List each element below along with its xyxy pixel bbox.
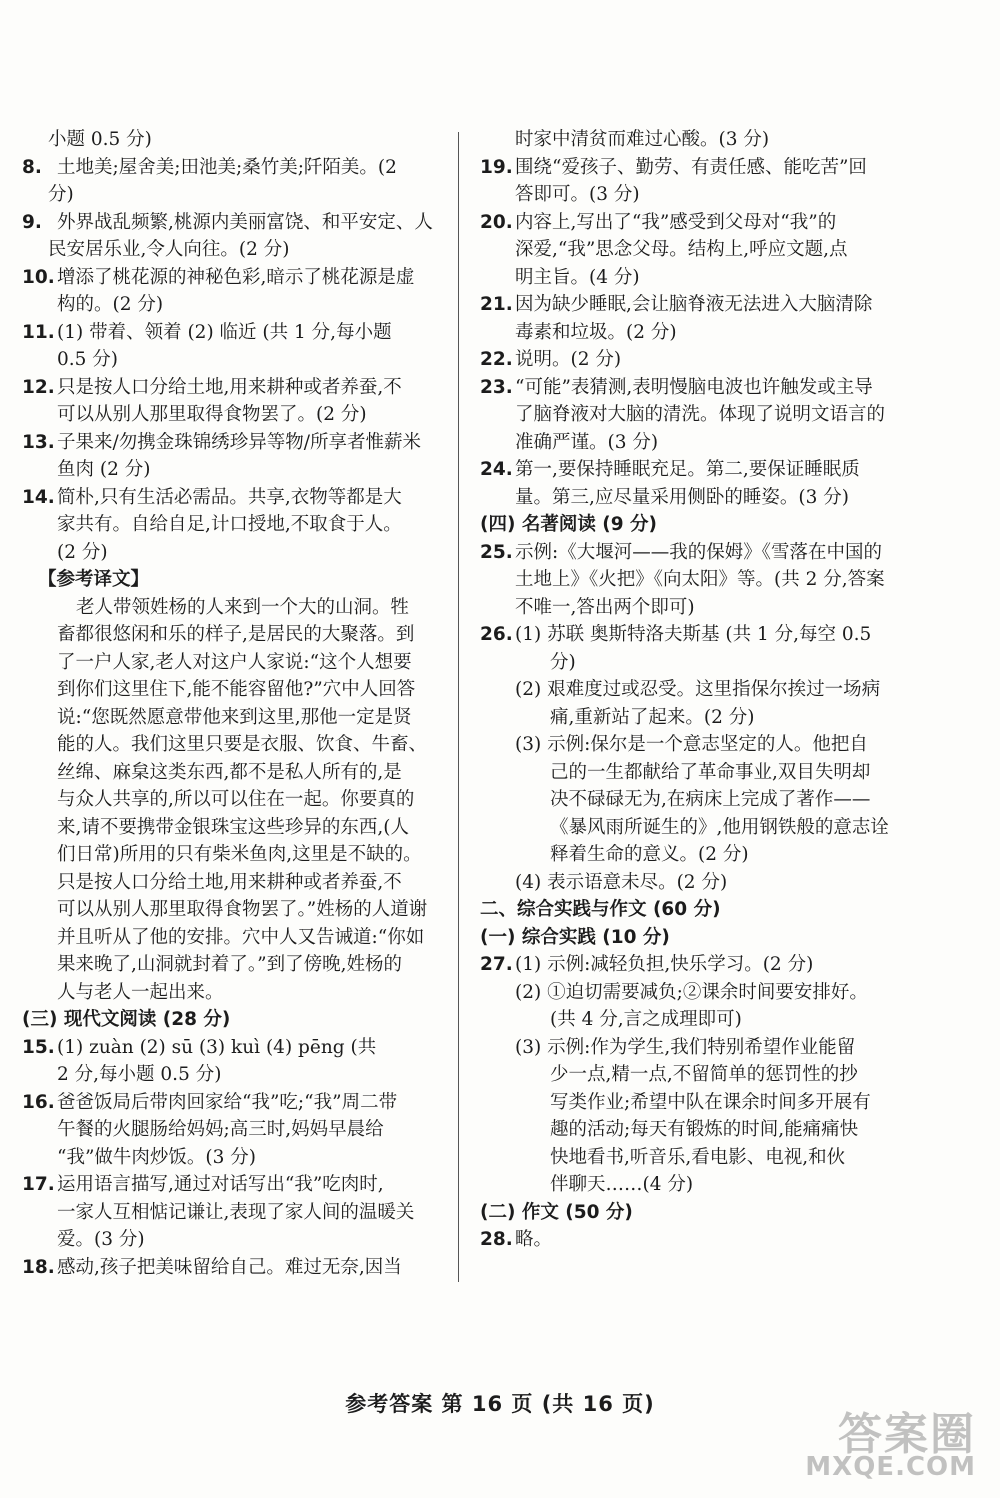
answer-text: 简朴,只有生活必需品。共享,衣物等都是大 [57, 486, 402, 508]
answer-text: 2 分,每小题 0.5 分) [57, 1064, 222, 1085]
answer-text: (3) 示例:保尔是一个意志坚定的人。他把自 [515, 734, 868, 755]
answer-line [22, 704, 440, 732]
question-number: 12. [22, 376, 55, 398]
answer-line [480, 814, 898, 842]
section-heading: (一) 综合实践 (10 分) [480, 926, 670, 948]
answer-text: 土地上》《火把》《向太阳》等。(共 2 分,答案 [515, 569, 885, 590]
question-number: 24. [480, 459, 513, 480]
answer-line [480, 1006, 898, 1034]
question-number: 8. [22, 156, 42, 178]
answer-text: 只是按人口分给土地,用来耕种或者养蚕,不 [57, 871, 402, 893]
answer-text: 分) [48, 184, 74, 205]
answer-line [22, 1089, 440, 1117]
answer-line [480, 676, 898, 704]
answer-line [22, 869, 440, 897]
answer-text: 爸爸饭局后带肉回家给“我”吃;“我”周二带 [57, 1091, 398, 1113]
answer-line [480, 456, 898, 484]
question-number: 26. [480, 624, 513, 645]
answer-text: 感动,孩子把美味留给自己。难过无奈,因当 [57, 1256, 402, 1278]
answer-text: 0.5 分) [57, 349, 119, 370]
answer-text: 略。 [515, 1229, 553, 1250]
question-number: 14. [22, 486, 55, 508]
answer-text: “可能”表猜测,表明慢脑电波也许触发或主导 [515, 376, 873, 398]
answer-line [480, 1089, 898, 1117]
page-footer: 参考答案 第 16 页 (共 16 页) [345, 1392, 655, 1416]
answer-line [480, 896, 898, 924]
answer-text: 民安居乐业,令人向往。(2 分) [48, 239, 290, 260]
answer-line [480, 511, 898, 539]
answer-line [22, 456, 440, 484]
answer-line [480, 1061, 898, 1089]
answer-line [480, 649, 898, 677]
answer-line [22, 511, 440, 539]
answer-text: 并且听从了他的安排。穴中人又告诫道:“你如 [57, 926, 425, 948]
answer-line [22, 374, 440, 402]
answer-line [22, 1006, 440, 1034]
answer-line [22, 1061, 440, 1089]
question-number: 13. [22, 431, 55, 453]
right-column [480, 126, 898, 1254]
section-heading: 二、综合实践与作文 (60 分) [480, 899, 721, 920]
question-number: 27. [480, 954, 513, 975]
answer-text: 趣的活动;每天有锻炼的时间,能痛痛快 [550, 1119, 859, 1140]
question-number: 16. [22, 1091, 55, 1113]
answer-line [480, 319, 898, 347]
answer-text: (1) 带着、领着 (2) 临近 (共 1 分,每小题 [57, 321, 392, 343]
watermark-text-bottom: MXQE.COM [805, 1452, 976, 1482]
answer-line [22, 209, 440, 237]
answer-text: 可以从别人那里取得食物罢了。(2 分) [57, 404, 367, 425]
question-number: 22. [480, 349, 513, 370]
answer-line [22, 264, 440, 292]
answer-text: 果来晚了,山洞就封着了。”到了傍晚,姓杨的 [57, 954, 402, 975]
answer-line [480, 1226, 898, 1254]
question-number: 18. [22, 1256, 55, 1278]
answer-text: 一家人互相惦记谦让,表现了家人间的温暖关 [57, 1201, 415, 1223]
answer-text: 围绕“爱孩子、勤劳、有责任感、能吃苦”回 [515, 156, 867, 178]
answer-text: (2) ①迫切需要减负;②课余时间要安排好。 [515, 981, 868, 1003]
answer-text: 增添了桃花源的神秘色彩,暗示了桃花源是虚 [57, 266, 415, 288]
answer-line [22, 649, 440, 677]
answer-line [480, 126, 898, 154]
answer-text: 与众人共享的,所以可以住在一起。你要真的 [57, 789, 415, 810]
answer-text: 量。第三,应尽量采用侧卧的睡姿。(3 分) [515, 486, 849, 508]
answer-line [22, 126, 440, 154]
answer-text: 少一点,精一点,不留简单的惩罚性的抄 [550, 1064, 858, 1085]
answer-line [480, 979, 898, 1007]
answer-text: (2) 艰难度过或忍受。这里指保尔挨过一场病 [515, 679, 881, 700]
answer-line [22, 621, 440, 649]
answer-line [22, 1034, 440, 1062]
answer-line [22, 979, 440, 1007]
answer-line [22, 319, 440, 347]
answer-text: 来,请不要携带金银珠宝这些珍异的东西,(人 [57, 816, 409, 838]
answer-text: 家共有。自给自足,计口授地,不取食于人。 [57, 514, 402, 535]
answer-text: 午餐的火腿肠给妈妈;高三时,妈妈早晨给 [57, 1119, 384, 1140]
answer-text: (1) 示例:减轻负担,快乐学习。(2 分) [515, 954, 814, 975]
answer-text: 痛,重新站了起来。(2 分) [550, 706, 755, 728]
answer-text: 第一,要保持睡眠充足。第二,要保证睡眠质 [515, 459, 860, 480]
watermark-logo [794, 1398, 984, 1488]
answer-text: “我”做牛肉炒饭。(3 分) [57, 1146, 257, 1168]
answer-line [480, 1171, 898, 1199]
answer-text: 释着生命的意义。(2 分) [550, 844, 749, 865]
question-number: 23. [480, 376, 513, 398]
question-number: 15. [22, 1036, 55, 1058]
answer-line [22, 951, 440, 979]
answer-line [22, 1116, 440, 1144]
answer-line [22, 1144, 440, 1172]
answer-line [22, 181, 440, 209]
answer-text: (3) 示例:作为学生,我们特别希望作业能留 [515, 1036, 856, 1058]
left-column [22, 126, 440, 1281]
answer-line [480, 291, 898, 319]
answer-line [22, 731, 440, 759]
answer-line [22, 346, 440, 374]
section-heading: (四) 名著阅读 (9 分) [480, 514, 658, 535]
section-heading: (二) 作文 (50 分) [480, 1201, 633, 1223]
answer-line [22, 841, 440, 869]
answer-text: 运用语言描写,通过对话写出“我”吃肉时, [57, 1174, 384, 1195]
answer-text: 《暴风雨所诞生的》,他用钢铁般的意志诠 [550, 816, 889, 838]
answer-line [22, 896, 440, 924]
answer-line [22, 594, 440, 622]
answer-line [22, 401, 440, 429]
answer-line [480, 951, 898, 979]
answer-line [480, 759, 898, 787]
answer-text: (2 分) [57, 541, 108, 563]
answer-text: 说:“您既然愿意带他来到这里,那他一定是贤 [57, 706, 412, 728]
answer-text: 深爱,“我”思念父母。结构上,呼应文题,点 [515, 239, 848, 260]
answer-line [480, 539, 898, 567]
answer-line [22, 1254, 440, 1282]
answer-line [22, 539, 440, 567]
answer-line [22, 429, 440, 457]
section-heading: 【参考译文】 [38, 569, 150, 590]
answer-line [480, 401, 898, 429]
answer-line [22, 924, 440, 952]
answer-line [480, 621, 898, 649]
answer-line [480, 346, 898, 374]
question-number: 10. [22, 266, 55, 288]
answer-line [480, 374, 898, 402]
answer-line [22, 1199, 440, 1227]
answer-line [22, 759, 440, 787]
answer-line [480, 786, 898, 814]
answer-text: (共 4 分,言之成理即可) [550, 1009, 742, 1030]
question-number: 28. [480, 1229, 513, 1250]
answer-text: 伴聊天……(4 分) [550, 1174, 694, 1195]
answer-text: 们日常)所用的只有柴米鱼肉,这里是不缺的。 [57, 844, 422, 865]
answer-text: 了脑脊液对大脑的清洗。体现了说明文语言的 [515, 404, 886, 425]
answer-text: 外界战乱频繁,桃源内美丽富饶、和平安定、人 [57, 211, 433, 233]
answer-line [22, 1171, 440, 1199]
answer-text: 构的。(2 分) [57, 294, 164, 315]
question-number: 17. [22, 1174, 55, 1195]
answer-text: 快地看书,听音乐,看电影、电视,和伙 [550, 1146, 846, 1168]
answer-line [22, 786, 440, 814]
answer-line [480, 924, 898, 952]
question-number: 25. [480, 541, 513, 563]
answer-text: 人与老人一起出来。 [57, 981, 224, 1003]
answer-text: 准确严谨。(3 分) [515, 431, 659, 453]
answer-line [22, 291, 440, 319]
answer-text: (4) 表示语意未尽。(2 分) [515, 871, 728, 893]
answer-line [480, 1034, 898, 1062]
answer-line [22, 814, 440, 842]
answer-line [22, 154, 440, 182]
watermark-text-top: 答案圈 [838, 1409, 976, 1460]
answer-text: 爱。(3 分) [57, 1229, 145, 1250]
answer-line [480, 209, 898, 237]
answer-line [480, 566, 898, 594]
answer-line [480, 484, 898, 512]
answer-text: 只是按人口分给土地,用来耕种或者养蚕,不 [57, 376, 402, 398]
answer-text: 时家中清贫而难过心酸。(3 分) [515, 129, 770, 150]
answer-text: 决不碌碌无为,在病床上完成了著作—— [550, 789, 871, 810]
answer-line [480, 1144, 898, 1172]
answer-text: 小题 0.5 分) [48, 129, 152, 150]
answer-text: 内容上,写出了“我”感受到父母对“我”的 [515, 211, 837, 233]
section-heading: (三) 现代文阅读 (28 分) [22, 1009, 231, 1030]
answer-text: 毒素和垃圾。(2 分) [515, 321, 677, 343]
answer-text: 土地美;屋舍美;田池美;桑竹美;阡陌美。(2 [57, 156, 397, 178]
column-divider [458, 132, 459, 1282]
answer-text: 明主旨。(4 分) [515, 266, 640, 288]
answer-text: 到你们这里住下,能不能容留他?”穴中人回答 [57, 679, 416, 700]
answer-text: 因为缺少睡眠,会让脑脊液无法进入大脑清除 [515, 294, 873, 315]
answer-line [480, 429, 898, 457]
answer-text: 写类作业;希望中队在课余时间多开展有 [550, 1091, 871, 1113]
answer-text: 子果来/勿携金珠锦绣珍异等物/所享者惟薪米 [57, 431, 421, 453]
answer-line [480, 236, 898, 264]
answer-text: 可以从别人那里取得食物罢了。”姓杨的人道谢 [57, 899, 428, 920]
answer-text: 老人带领姓杨的人来到一个大的山洞。牲 [76, 596, 410, 618]
answer-text: 了一户人家,老人对这户人家说:“这个人想要 [57, 651, 412, 673]
answer-line [480, 1199, 898, 1227]
answer-text: 不唯一,答出两个即可) [515, 596, 695, 618]
answer-line [480, 1116, 898, 1144]
answer-line [22, 484, 440, 512]
answer-line [480, 264, 898, 292]
answer-line [480, 731, 898, 759]
answer-line [22, 1226, 440, 1254]
question-number: 21. [480, 294, 513, 315]
answer-text: 答即可。(3 分) [515, 184, 640, 205]
answer-text: 畜都很悠闲和乐的样子,是居民的大聚落。到 [57, 624, 415, 645]
question-number: 11. [22, 321, 55, 343]
answer-text: (1) 苏联 奥斯特洛夫斯基 (共 1 分,每空 0.5 [515, 624, 872, 645]
answer-text: 丝绵、麻枲这类东西,都不是私人所有的,是 [57, 761, 402, 783]
answer-line [480, 841, 898, 869]
answer-line [480, 869, 898, 897]
answer-text: 鱼肉 (2 分) [57, 459, 151, 480]
question-number: 20. [480, 211, 513, 233]
question-number: 19. [480, 156, 513, 178]
answer-text: 己的一生都献给了革命事业,双目失明却 [550, 761, 871, 783]
answer-line [480, 181, 898, 209]
answer-text: (1) zuàn (2) sū (3) kuì (4) pēng (共 [57, 1036, 377, 1058]
answer-line [22, 676, 440, 704]
answer-text: 分) [550, 651, 576, 673]
answer-line [22, 566, 440, 594]
answer-line [480, 154, 898, 182]
answer-text: 示例:《大堰河——我的保姆》《雪落在中国的 [515, 541, 882, 563]
answer-line [480, 704, 898, 732]
answer-line [22, 236, 440, 264]
answer-line [480, 594, 898, 622]
answer-text: 能的人。我们这里只要是衣服、饮食、牛畜、 [57, 734, 428, 755]
question-number: 9. [22, 211, 42, 233]
answer-text: 说明。(2 分) [515, 349, 622, 370]
